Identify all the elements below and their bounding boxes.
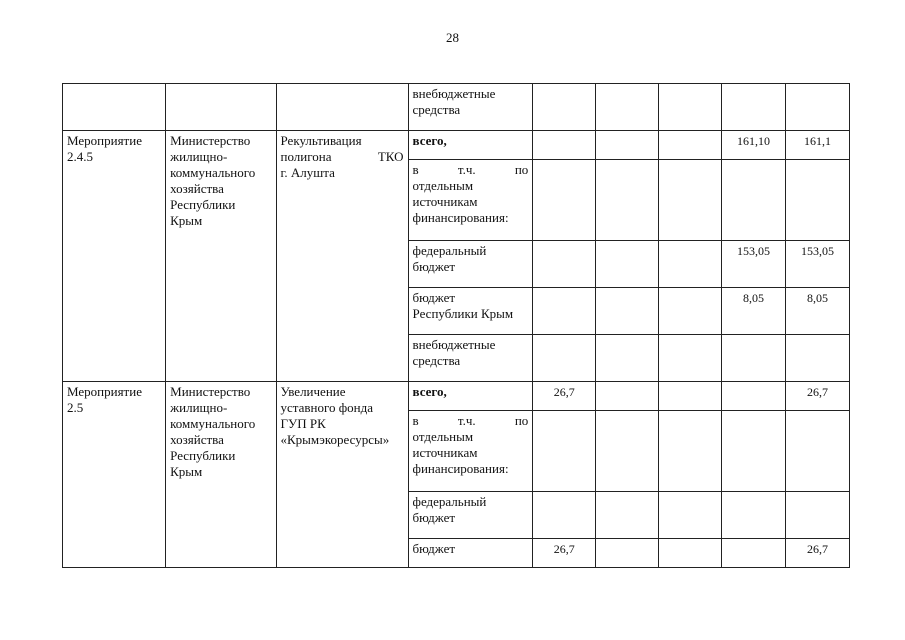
value-cell <box>785 160 849 241</box>
value-cell <box>722 84 786 131</box>
value-cell: 26,7 <box>533 539 596 568</box>
value-cell <box>596 131 659 160</box>
executor-name: Министерство жилищно- коммунального хозяйства Республики Крым <box>166 131 276 382</box>
value-cell <box>659 288 722 335</box>
value-cell <box>596 411 659 492</box>
value-cell <box>659 539 722 568</box>
source-republic: бюджет Республики Крым <box>408 288 533 335</box>
value-cell <box>659 382 722 411</box>
activity-name: Мероприятие 2.4.5 <box>63 131 166 382</box>
source-total <box>408 131 533 160</box>
value-cell <box>596 288 659 335</box>
value-cell <box>533 335 596 382</box>
source-breakdown <box>408 411 533 492</box>
value-cell <box>659 84 722 131</box>
breakdown-line: в т.ч. по <box>412 162 529 177</box>
source-breakdown <box>408 160 533 241</box>
budget-table <box>62 83 850 568</box>
value-cell: 161,1 <box>785 131 849 160</box>
value-cell: 153,05 <box>722 241 786 288</box>
value-cell: 161,10 <box>722 131 786 160</box>
value-cell: 26,7 <box>785 382 849 411</box>
value-cell <box>596 492 659 539</box>
source-federal: федеральный бюджет <box>408 492 533 539</box>
activity-description: Увеличение уставного фонда ГУП РК «Крымэкоресурсы» <box>276 382 408 568</box>
value-cell <box>722 160 786 241</box>
breakdown-line: в т.ч. по <box>412 413 529 428</box>
value-cell <box>659 131 722 160</box>
value-cell: 26,7 <box>785 539 849 568</box>
value-cell <box>533 160 596 241</box>
value-cell <box>659 411 722 492</box>
value-cell <box>596 84 659 131</box>
name-cell <box>63 84 166 131</box>
value-cell <box>533 131 596 160</box>
value-cell <box>596 539 659 568</box>
executor-name: Министерство жилищно- коммунального хозяйства Республики Крым <box>166 382 276 568</box>
value-cell <box>596 335 659 382</box>
value-cell: 8,05 <box>722 288 786 335</box>
value-cell <box>722 411 786 492</box>
value-cell <box>785 411 849 492</box>
table-row <box>63 382 850 411</box>
value-cell <box>659 492 722 539</box>
value-cell <box>785 84 849 131</box>
activity-name: Мероприятие 2.5 <box>63 382 166 568</box>
table-row <box>63 84 850 131</box>
breakdown-rest: отдельным источникам финансирования: <box>412 178 509 225</box>
value-cell <box>533 241 596 288</box>
value-cell: 153,05 <box>785 241 849 288</box>
page-number: 28 <box>446 30 459 45</box>
description-line: г. Алушта <box>280 165 335 180</box>
value-cell <box>596 241 659 288</box>
value-cell <box>533 492 596 539</box>
description-cell <box>276 84 408 131</box>
value-cell <box>722 492 786 539</box>
value-cell <box>722 539 786 568</box>
value-cell <box>785 335 849 382</box>
value-cell <box>659 160 722 241</box>
value-cell <box>533 411 596 492</box>
description-line: полигона ТКО <box>280 149 404 164</box>
value-cell: 8,05 <box>785 288 849 335</box>
source-cell: внебюджетные средства <box>408 84 533 131</box>
source-total <box>408 382 533 411</box>
table-row <box>63 131 850 160</box>
value-cell <box>596 160 659 241</box>
executor-cell <box>166 84 276 131</box>
activity-description <box>276 131 408 382</box>
value-cell <box>785 492 849 539</box>
value-cell: 26,7 <box>533 382 596 411</box>
value-cell <box>533 84 596 131</box>
source-federal: федеральный бюджет <box>408 241 533 288</box>
source-budget: бюджет <box>408 539 533 568</box>
value-cell <box>659 335 722 382</box>
value-cell <box>659 241 722 288</box>
description-line: Рекультивация <box>280 133 362 148</box>
source-extrabudget: внебюджетные средства <box>408 335 533 382</box>
value-cell <box>533 288 596 335</box>
total-label: всего, <box>412 133 447 148</box>
breakdown-rest: отдельным источникам финансирования: <box>412 429 509 476</box>
value-cell <box>596 382 659 411</box>
total-label: всего, <box>412 384 447 399</box>
value-cell <box>722 335 786 382</box>
value-cell <box>722 382 786 411</box>
